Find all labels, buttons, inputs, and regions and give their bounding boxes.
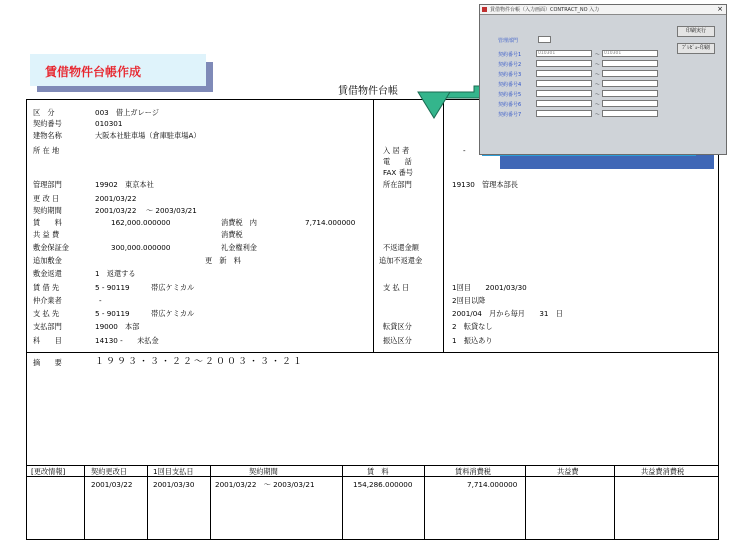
bank-value: 1 振込あり [452, 336, 493, 345]
deposit-return-value: 1 返還する [95, 269, 136, 278]
range-separator: ～ [595, 82, 601, 88]
building-label: 建物名称 [33, 131, 62, 140]
pay-second-value: 2回目以降 [452, 296, 486, 305]
contract-print-dialog [479, 4, 727, 155]
history-label: [更改情報] [31, 467, 66, 476]
app-icon [482, 7, 487, 12]
history-col-1 [84, 465, 85, 540]
range-separator: ～ [595, 72, 601, 78]
building-value: 大阪本社駐車場（倉庫駐車場A） [95, 131, 201, 140]
pay-dept-label: 支払部門 [33, 322, 62, 331]
contract-to-input[interactable] [602, 100, 658, 107]
deposit-label: 敷金保証金 [33, 243, 69, 252]
history-cell: 2001/03/22 [91, 480, 133, 489]
bank-label: 振込区分 [383, 336, 412, 345]
history-cell: 154,286.000000 [353, 480, 413, 489]
contract-to-input[interactable] [602, 70, 658, 77]
summary-label: 摘 要 [33, 358, 62, 367]
column-divider-2 [443, 100, 444, 352]
range-separator: ～ [595, 102, 601, 108]
fax-label: FAX 番号 [383, 168, 413, 177]
payee-label: 支 払 先 [33, 309, 60, 318]
history-col-header: 契約期間 [249, 467, 278, 476]
history-col-7 [614, 465, 615, 540]
lessor-label: 賃 借 先 [33, 283, 60, 292]
pay-day-label: 支 払 日 [383, 283, 410, 292]
contract-to-input[interactable] [602, 110, 658, 117]
history-col-header: 共益費消費税 [641, 467, 685, 476]
dialog-dept-label: 管理部門 [498, 38, 519, 44]
contract-to-input[interactable] [602, 60, 658, 67]
phone-label: 電 話 [383, 157, 412, 166]
common-tax-label: 消費税 [221, 230, 243, 239]
contract-from-input[interactable] [536, 70, 592, 77]
contract-from-input[interactable] [536, 100, 592, 107]
contract-row-label: 契約番号6 [498, 102, 522, 108]
range-separator: ～ [595, 112, 601, 118]
deposit-value: 300,000.000000 [111, 243, 171, 252]
contract-row-label: 契約番号4 [498, 82, 522, 88]
history-col-header: 1回目支払日 [153, 467, 194, 476]
history-col-6 [525, 465, 526, 540]
history-cell: 2001/03/30 [153, 480, 195, 489]
history-cell: 2001/03/22 ～ 2003/03/21 [215, 480, 315, 489]
column-divider-1 [373, 100, 374, 352]
history-cell: 7,714.000000 [467, 480, 518, 489]
kubun-label: 区 分 [33, 108, 55, 117]
rent-label: 賃 料 [33, 218, 62, 227]
dept-input[interactable] [538, 36, 551, 43]
contract-row-label: 契約番号2 [498, 62, 522, 68]
history-col-3 [210, 465, 211, 540]
renew-label: 更 新 料 [205, 256, 241, 265]
extra-nonrefund-label: 追加不返還金 [379, 256, 423, 265]
pay-dept-value: 19000 本部 [95, 322, 140, 331]
change-date-label: 更 改 日 [33, 194, 60, 203]
range-separator: ～ [595, 92, 601, 98]
deposit-return-label: 敷金返還 [33, 269, 62, 278]
payee-value: 5 - 90119 帯広ケミカル [95, 309, 195, 318]
history-col-header: 共益費 [557, 467, 579, 476]
contract-no-label: 契約番号 [33, 119, 62, 128]
page-title: 賃借物件台帳作成 [45, 65, 142, 79]
pay-first-value: 1回目 2001/03/30 [452, 283, 527, 292]
dialog-title: 賃借物件台帳（入力画面）CONTRACT_NO 入力 [490, 7, 600, 13]
summary-value: １９９３・３・２２～２００３・３・２１ [95, 357, 305, 367]
account-value: 14130 - 未払金 [95, 336, 159, 345]
contract-from-input[interactable] [536, 80, 592, 87]
contract-from-input[interactable] [536, 60, 592, 67]
range-separator: ～ [595, 62, 601, 68]
tax-label: 消費税 内 [221, 218, 257, 227]
broker-label: 仲介業者 [33, 296, 62, 305]
dialog-titlebar[interactable] [480, 5, 726, 15]
history-col-5 [424, 465, 425, 540]
kubun-value: 003 借上ガレージ [95, 108, 159, 117]
history-col-4 [342, 465, 343, 540]
summary-divider [27, 352, 718, 353]
contract-from-input[interactable] [536, 110, 592, 117]
preview-print-button[interactable]: ﾌﾟﾚﾋﾞｭｰ印刷 [677, 43, 715, 54]
change-date-value: 2001/03/22 [95, 194, 137, 203]
lessor-value: 5 - 90119 帯広ケミカル [95, 283, 195, 292]
belong-value: 19130 管理本部長 [452, 180, 518, 189]
dept-value: 19902 東京本社 [95, 180, 154, 189]
period-label: 契約期間 [33, 206, 62, 215]
contract-to-input[interactable] [602, 90, 658, 97]
tenant-label: 入 居 者 [383, 146, 410, 155]
contract-row-label: 契約番号5 [498, 92, 522, 98]
contract-row-label: 契約番号1 [498, 52, 522, 58]
contract-row-label: 契約番号3 [498, 72, 522, 78]
contract-row-label: 契約番号7 [498, 112, 522, 118]
account-label: 科 目 [33, 336, 62, 345]
period-value: 2001/03/22 ～ 2003/03/21 [95, 206, 197, 215]
contract-from-input[interactable]: 010301 [536, 50, 592, 57]
history-col-header: 賃料消費税 [455, 467, 491, 476]
history-col-header: 契約更改日 [91, 467, 127, 476]
close-icon[interactable]: × [717, 5, 723, 13]
location-label: 所 在 地 [33, 146, 60, 155]
contract-from-input[interactable] [536, 90, 592, 97]
tenant-value: - [463, 146, 466, 155]
belong-label: 所在部門 [383, 180, 412, 189]
history-col-2 [147, 465, 148, 540]
contract-no-value: 010301 [95, 119, 123, 128]
document-label: 賃借物件台帳 [338, 86, 398, 97]
pay-schedule-value: 2001/04 月から毎月 31 日 [452, 309, 563, 318]
contract-to-input[interactable]: 010301 [602, 50, 658, 57]
history-col-header: 賃 料 [367, 467, 389, 476]
tax-value: 7,714.000000 [305, 218, 356, 227]
dept-label: 管理部門 [33, 180, 62, 189]
common-label: 共 益 費 [33, 230, 60, 239]
extra-deposit-label: 追加敷金 [33, 256, 62, 265]
broker-value: - [99, 296, 102, 305]
transfer-label: 転貸区分 [383, 322, 412, 331]
arrow-down-icon [404, 82, 484, 122]
range-separator: ～ [595, 52, 601, 58]
nonrefund-label: 不返還金額 [383, 243, 419, 252]
contract-to-input[interactable] [602, 80, 658, 87]
transfer-value: 2 転貸なし [452, 322, 493, 331]
print-button[interactable]: 印刷実行 [677, 26, 715, 37]
title-panel [30, 54, 206, 86]
rent-value: 162,000.000000 [111, 218, 171, 227]
key-money-label: 礼金権利金 [221, 243, 257, 252]
